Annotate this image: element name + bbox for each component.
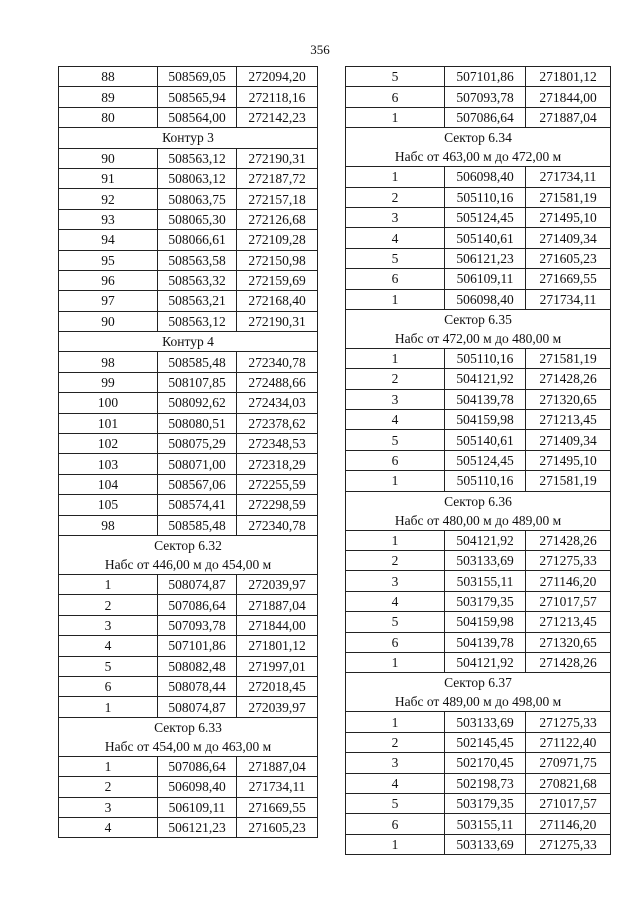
- coordinate-y-cell: 271495,10: [526, 450, 611, 470]
- coordinate-y-cell: 271428,26: [526, 652, 611, 672]
- table-row: [59, 574, 318, 594]
- coordinate-x-cell: 506098,40: [445, 289, 526, 309]
- table-row: [59, 495, 318, 515]
- coordinate-y-cell: 271581,19: [526, 187, 611, 207]
- coordinate-x-cell: 503133,69: [445, 551, 526, 571]
- point-number-cell: 6: [59, 676, 158, 696]
- table-row: [59, 434, 318, 454]
- coordinate-x-cell: 507101,86: [158, 636, 237, 656]
- table-row: [346, 107, 611, 127]
- table-row: [346, 551, 611, 571]
- table-row: [59, 230, 318, 250]
- table-row: [59, 107, 318, 127]
- coordinate-y-cell: 272298,59: [237, 495, 318, 515]
- coordinate-x-cell: 508569,05: [158, 67, 237, 87]
- point-number-cell: 90: [59, 311, 158, 331]
- sector-header-row: [59, 717, 318, 756]
- coordinate-y-cell: 272159,69: [237, 270, 318, 290]
- sector-title: Сектор 6.35: [444, 311, 512, 327]
- table-row: [346, 207, 611, 227]
- coordinate-y-cell: 272348,53: [237, 434, 318, 454]
- coordinate-y-cell: 271213,45: [526, 410, 611, 430]
- coordinate-x-cell: 503133,69: [445, 834, 526, 854]
- sector-title: Сектор 6.37: [444, 675, 512, 691]
- coordinate-x-cell: 508563,12: [158, 311, 237, 331]
- point-number-cell: 4: [59, 817, 158, 837]
- point-number-cell: 1: [59, 697, 158, 717]
- sector-range: Набс от 489,00 м до 498,00 м: [394, 694, 562, 710]
- coordinate-x-cell: 505110,16: [445, 187, 526, 207]
- table-row: [346, 732, 611, 752]
- table-row: [346, 430, 611, 450]
- coordinate-y-cell: 272118,16: [237, 87, 318, 107]
- table-row: [59, 250, 318, 270]
- point-number-cell: 5: [346, 793, 445, 813]
- point-number-cell: 3: [346, 389, 445, 409]
- point-number-cell: 1: [346, 167, 445, 187]
- coordinate-y-cell: 271997,01: [237, 656, 318, 676]
- coordinate-y-cell: 271801,12: [237, 636, 318, 656]
- point-number-cell: 3: [346, 207, 445, 227]
- sector-title: Сектор 6.33: [154, 719, 222, 735]
- table-row: [59, 148, 318, 168]
- coordinate-x-cell: 506098,40: [445, 167, 526, 187]
- point-number-cell: 2: [346, 187, 445, 207]
- point-number-cell: 3: [59, 615, 158, 635]
- coordinate-y-cell: 272168,40: [237, 291, 318, 311]
- table-row: [346, 471, 611, 491]
- point-number-cell: 100: [59, 393, 158, 413]
- point-number-cell: 6: [346, 269, 445, 289]
- coordinate-y-cell: 272142,23: [237, 107, 318, 127]
- coordinate-x-cell: 503155,11: [445, 814, 526, 834]
- table-row: [346, 834, 611, 854]
- sector-title: Сектор 6.32: [154, 537, 222, 553]
- point-number-cell: 94: [59, 230, 158, 250]
- coordinate-y-cell: 271669,55: [526, 269, 611, 289]
- coordinate-y-cell: 271887,04: [237, 756, 318, 776]
- table-row: [59, 209, 318, 229]
- table-row: [346, 793, 611, 813]
- point-number-cell: 6: [346, 814, 445, 834]
- coordinate-y-cell: 271320,65: [526, 632, 611, 652]
- coordinate-y-cell: 271146,20: [526, 814, 611, 834]
- point-number-cell: 5: [346, 612, 445, 632]
- table-row: [59, 270, 318, 290]
- coordinate-y-cell: 272109,28: [237, 230, 318, 250]
- table-row: [346, 712, 611, 732]
- coordinate-x-cell: 507093,78: [158, 615, 237, 635]
- coordinate-x-cell: 507086,64: [445, 107, 526, 127]
- coordinate-x-cell: 504121,92: [445, 369, 526, 389]
- point-number-cell: 1: [59, 756, 158, 776]
- coordinate-x-cell: 503155,11: [445, 571, 526, 591]
- coordinate-y-cell: 271409,34: [526, 228, 611, 248]
- table-row: [59, 656, 318, 676]
- coordinate-y-cell: 271887,04: [526, 107, 611, 127]
- coordinate-y-cell: 271275,33: [526, 712, 611, 732]
- coordinate-x-cell: 504139,78: [445, 632, 526, 652]
- point-number-cell: 104: [59, 474, 158, 494]
- coordinate-y-cell: 271409,34: [526, 430, 611, 450]
- coordinate-x-cell: 504159,98: [445, 612, 526, 632]
- coordinate-x-cell: 508080,51: [158, 413, 237, 433]
- table-row: [59, 615, 318, 635]
- sector-header-row: [346, 309, 611, 348]
- coordinates-table-left: [58, 66, 318, 838]
- coordinate-y-cell: 271495,10: [526, 207, 611, 227]
- point-number-cell: 90: [59, 148, 158, 168]
- table-row: [59, 168, 318, 188]
- coordinate-x-cell: 508082,48: [158, 656, 237, 676]
- table-row: [59, 87, 318, 107]
- coordinate-y-cell: 271320,65: [526, 389, 611, 409]
- point-number-cell: 97: [59, 291, 158, 311]
- table-row: [346, 67, 611, 87]
- table-row: [346, 410, 611, 430]
- coordinate-x-cell: 508574,41: [158, 495, 237, 515]
- coordinate-y-cell: 271275,33: [526, 834, 611, 854]
- coordinate-y-cell: 272126,68: [237, 209, 318, 229]
- section-title: Контур 4: [59, 332, 318, 352]
- coordinate-y-cell: 271275,33: [526, 551, 611, 571]
- sector-header: [346, 673, 611, 712]
- table-row: [346, 289, 611, 309]
- coordinate-x-cell: 505124,45: [445, 450, 526, 470]
- table-row: [346, 571, 611, 591]
- sector-title: Сектор 6.36: [444, 493, 512, 509]
- point-number-cell: 99: [59, 372, 158, 392]
- coordinate-x-cell: 508092,62: [158, 393, 237, 413]
- coordinate-x-cell: 504139,78: [445, 389, 526, 409]
- coordinate-x-cell: 506109,11: [158, 797, 237, 817]
- coordinate-x-cell: 502145,45: [445, 732, 526, 752]
- table-row: [59, 454, 318, 474]
- coordinate-x-cell: 502198,73: [445, 773, 526, 793]
- point-number-cell: 102: [59, 434, 158, 454]
- coordinate-y-cell: 272190,31: [237, 148, 318, 168]
- point-number-cell: 101: [59, 413, 158, 433]
- sector-header: [346, 128, 611, 167]
- table-row: [346, 450, 611, 470]
- table-row: [346, 269, 611, 289]
- table-row: [59, 291, 318, 311]
- table-row: [346, 814, 611, 834]
- sector-range: Набс от 480,00 м до 489,00 м: [394, 512, 562, 528]
- coordinate-x-cell: 508063,75: [158, 189, 237, 209]
- coordinate-x-cell: 508074,87: [158, 697, 237, 717]
- coordinate-x-cell: 508071,00: [158, 454, 237, 474]
- point-number-cell: 1: [346, 107, 445, 127]
- coordinate-y-cell: 271734,11: [237, 777, 318, 797]
- point-number-cell: 6: [346, 87, 445, 107]
- coordinate-x-cell: 503179,35: [445, 591, 526, 611]
- coordinate-x-cell: 506098,40: [158, 777, 237, 797]
- table-row: [346, 369, 611, 389]
- sector-header-row: [346, 128, 611, 167]
- coordinate-y-cell: 272255,59: [237, 474, 318, 494]
- point-number-cell: 2: [59, 777, 158, 797]
- point-number-cell: 2: [59, 595, 158, 615]
- point-number-cell: 1: [346, 652, 445, 672]
- sector-header: [59, 717, 318, 756]
- sector-header: [346, 309, 611, 348]
- coordinate-y-cell: 272488,66: [237, 372, 318, 392]
- sector-header-row: [59, 535, 318, 574]
- table-row: [346, 591, 611, 611]
- coordinate-x-cell: 508063,12: [158, 168, 237, 188]
- table-row: [346, 612, 611, 632]
- coordinate-y-cell: 271428,26: [526, 369, 611, 389]
- table-row: [59, 797, 318, 817]
- coordinate-y-cell: 272190,31: [237, 311, 318, 331]
- table-row: [59, 372, 318, 392]
- table-row: [346, 228, 611, 248]
- point-number-cell: 1: [346, 712, 445, 732]
- table-row: [59, 393, 318, 413]
- table-row: [59, 311, 318, 331]
- coordinate-x-cell: 508066,61: [158, 230, 237, 250]
- point-number-cell: 98: [59, 515, 158, 535]
- table-row: [346, 389, 611, 409]
- point-number-cell: 1: [59, 574, 158, 594]
- coordinate-y-cell: 272039,97: [237, 697, 318, 717]
- table-row: [59, 352, 318, 372]
- coordinate-x-cell: 508065,30: [158, 209, 237, 229]
- sector-header-row: [346, 673, 611, 712]
- coordinate-y-cell: 271887,04: [237, 595, 318, 615]
- point-number-cell: 4: [346, 591, 445, 611]
- coordinate-x-cell: 507086,64: [158, 756, 237, 776]
- point-number-cell: 3: [346, 571, 445, 591]
- coordinate-x-cell: 508563,12: [158, 148, 237, 168]
- point-number-cell: 1: [346, 834, 445, 854]
- coordinate-y-cell: 272018,45: [237, 676, 318, 696]
- point-number-cell: 1: [346, 289, 445, 309]
- point-number-cell: 1: [346, 471, 445, 491]
- table-row: [59, 413, 318, 433]
- coordinate-x-cell: 506109,11: [445, 269, 526, 289]
- coordinate-y-cell: 271017,57: [526, 591, 611, 611]
- point-number-cell: 103: [59, 454, 158, 474]
- table-row: [59, 67, 318, 87]
- coordinate-x-cell: 505124,45: [445, 207, 526, 227]
- coordinate-y-cell: 271669,55: [237, 797, 318, 817]
- point-number-cell: 4: [346, 410, 445, 430]
- section-title: Контур 3: [59, 128, 318, 148]
- table-row: [59, 474, 318, 494]
- table-row: [59, 697, 318, 717]
- coordinate-y-cell: 271844,00: [237, 615, 318, 635]
- table-row: [59, 756, 318, 776]
- coordinate-y-cell: 271122,40: [526, 732, 611, 752]
- coordinate-x-cell: 508567,06: [158, 474, 237, 494]
- point-number-cell: 5: [346, 248, 445, 268]
- coordinate-x-cell: 508074,87: [158, 574, 237, 594]
- coordinate-x-cell: 505140,61: [445, 228, 526, 248]
- point-number-cell: 89: [59, 87, 158, 107]
- point-number-cell: 88: [59, 67, 158, 87]
- table-row: [346, 632, 611, 652]
- coordinate-y-cell: 272039,97: [237, 574, 318, 594]
- coordinate-x-cell: 507101,86: [445, 67, 526, 87]
- point-number-cell: 96: [59, 270, 158, 290]
- point-number-cell: 98: [59, 352, 158, 372]
- coordinate-y-cell: 271734,11: [526, 167, 611, 187]
- section-header-row: [59, 332, 318, 352]
- sector-header-row: [346, 491, 611, 530]
- sector-header: [346, 491, 611, 530]
- coordinate-y-cell: 271801,12: [526, 67, 611, 87]
- point-number-cell: 105: [59, 495, 158, 515]
- coordinate-x-cell: 507086,64: [158, 595, 237, 615]
- table-row: [346, 652, 611, 672]
- coordinate-y-cell: 271146,20: [526, 571, 611, 591]
- coordinate-y-cell: 272378,62: [237, 413, 318, 433]
- coordinate-x-cell: 508565,94: [158, 87, 237, 107]
- table-row: [346, 530, 611, 550]
- table-row: [346, 348, 611, 368]
- coordinate-y-cell: 272434,03: [237, 393, 318, 413]
- coordinate-y-cell: 271605,23: [526, 248, 611, 268]
- point-number-cell: 91: [59, 168, 158, 188]
- point-number-cell: 6: [346, 450, 445, 470]
- table-row: [59, 189, 318, 209]
- coordinate-y-cell: 272094,20: [237, 67, 318, 87]
- point-number-cell: 5: [346, 430, 445, 450]
- coordinate-x-cell: 504121,92: [445, 652, 526, 672]
- coordinate-y-cell: 271428,26: [526, 530, 611, 550]
- point-number-cell: 1: [346, 348, 445, 368]
- point-number-cell: 1: [346, 530, 445, 550]
- point-number-cell: 5: [346, 67, 445, 87]
- coordinate-y-cell: 270821,68: [526, 773, 611, 793]
- table-row: [59, 676, 318, 696]
- coordinate-x-cell: 508563,32: [158, 270, 237, 290]
- coordinate-y-cell: 271844,00: [526, 87, 611, 107]
- coordinate-x-cell: 505110,16: [445, 471, 526, 491]
- point-number-cell: 2: [346, 369, 445, 389]
- coordinate-y-cell: 271213,45: [526, 612, 611, 632]
- point-number-cell: 6: [346, 632, 445, 652]
- coordinate-x-cell: 502170,45: [445, 753, 526, 773]
- coordinate-x-cell: 508563,58: [158, 250, 237, 270]
- coordinate-y-cell: 271581,19: [526, 471, 611, 491]
- table-row: [59, 515, 318, 535]
- coordinate-x-cell: 504159,98: [445, 410, 526, 430]
- coordinate-x-cell: 508585,48: [158, 515, 237, 535]
- table-row: [346, 167, 611, 187]
- point-number-cell: 92: [59, 189, 158, 209]
- point-number-cell: 2: [346, 732, 445, 752]
- page-number: 356: [310, 42, 330, 57]
- point-number-cell: 5: [59, 656, 158, 676]
- point-number-cell: 4: [346, 228, 445, 248]
- sector-range: Набс от 472,00 м до 480,00 м: [394, 330, 562, 346]
- coordinate-x-cell: 504121,92: [445, 530, 526, 550]
- coordinate-x-cell: 508107,85: [158, 372, 237, 392]
- point-number-cell: 80: [59, 107, 158, 127]
- point-number-cell: 2: [346, 551, 445, 571]
- coordinate-x-cell: 503133,69: [445, 712, 526, 732]
- coordinate-x-cell: 508564,00: [158, 107, 237, 127]
- coordinates-table-right: [345, 66, 611, 855]
- coordinate-y-cell: 272318,29: [237, 454, 318, 474]
- sector-range: Набс от 463,00 м до 472,00 м: [394, 149, 562, 165]
- table-row: [346, 753, 611, 773]
- coordinate-y-cell: 272150,98: [237, 250, 318, 270]
- coordinate-y-cell: 271734,11: [526, 289, 611, 309]
- coordinate-x-cell: 505110,16: [445, 348, 526, 368]
- coordinate-x-cell: 508563,21: [158, 291, 237, 311]
- table-row: [59, 636, 318, 656]
- point-number-cell: 93: [59, 209, 158, 229]
- coordinate-y-cell: 272157,18: [237, 189, 318, 209]
- table-row: [346, 87, 611, 107]
- coordinate-x-cell: 506121,23: [445, 248, 526, 268]
- sector-range: Набс от 454,00 м до 463,00 м: [104, 738, 272, 754]
- section-header-row: [59, 128, 318, 148]
- coordinate-y-cell: 271605,23: [237, 817, 318, 837]
- coordinate-y-cell: 271017,57: [526, 793, 611, 813]
- table-row: [346, 773, 611, 793]
- point-number-cell: 4: [346, 773, 445, 793]
- coordinate-x-cell: 506121,23: [158, 817, 237, 837]
- sector-header: [59, 535, 318, 574]
- sector-title: Сектор 6.34: [444, 130, 512, 146]
- sector-range: Набс от 446,00 м до 454,00 м: [104, 556, 272, 572]
- table-row: [59, 777, 318, 797]
- coordinate-y-cell: 271581,19: [526, 348, 611, 368]
- point-number-cell: 4: [59, 636, 158, 656]
- point-number-cell: 3: [59, 797, 158, 817]
- table-row: [59, 595, 318, 615]
- coordinate-y-cell: 272187,72: [237, 168, 318, 188]
- table-row: [59, 817, 318, 837]
- table-row: [346, 187, 611, 207]
- coordinate-x-cell: 508585,48: [158, 352, 237, 372]
- coordinate-x-cell: 507093,78: [445, 87, 526, 107]
- coordinate-y-cell: 272340,78: [237, 515, 318, 535]
- coordinate-x-cell: 503179,35: [445, 793, 526, 813]
- point-number-cell: 3: [346, 753, 445, 773]
- coordinate-x-cell: 508075,29: [158, 434, 237, 454]
- coordinate-y-cell: 270971,75: [526, 753, 611, 773]
- table-row: [346, 248, 611, 268]
- point-number-cell: 95: [59, 250, 158, 270]
- coordinate-x-cell: 508078,44: [158, 676, 237, 696]
- coordinate-x-cell: 505140,61: [445, 430, 526, 450]
- coordinate-y-cell: 272340,78: [237, 352, 318, 372]
